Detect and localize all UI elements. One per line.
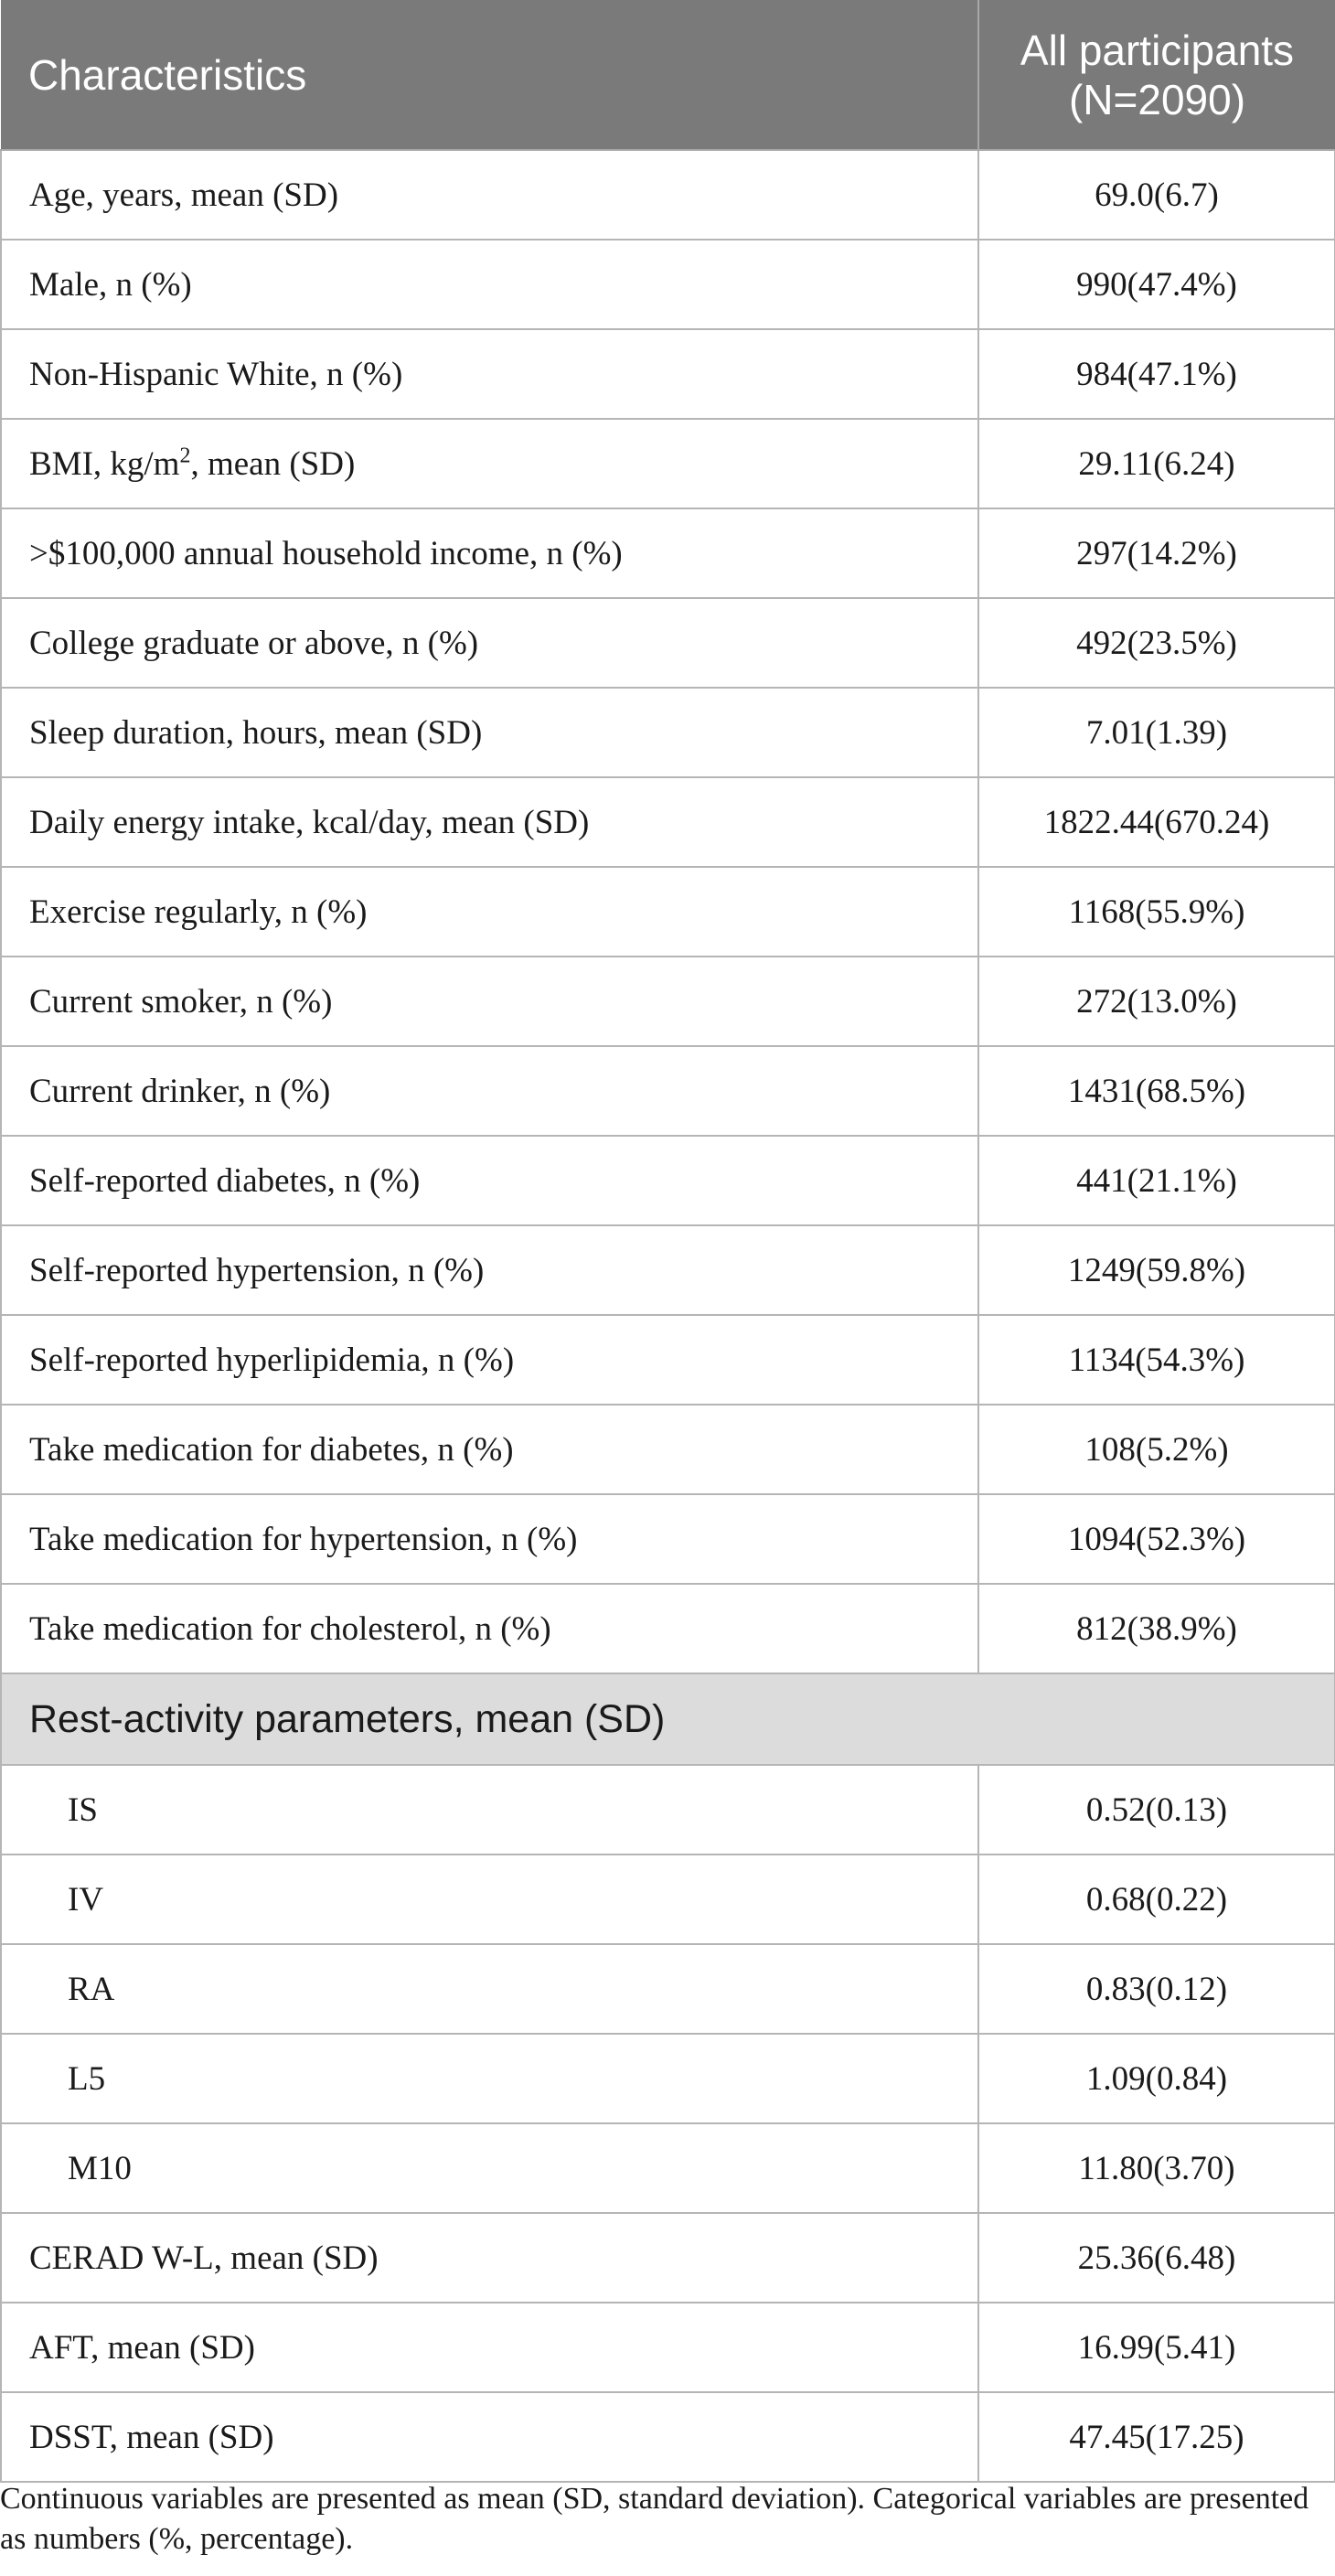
table-row: [1, 688, 1335, 777]
table-row: [1, 1584, 1335, 1673]
row-label: IV: [1, 1855, 978, 1944]
row-label: Take medication for cholesterol, n (%): [1, 1584, 978, 1673]
row-value: 1134(54.3%): [978, 1315, 1335, 1405]
table-row: [1, 957, 1335, 1046]
row-value: 69.0(6.7): [978, 150, 1335, 240]
bmi-label-superscript: 2: [179, 444, 191, 468]
row-value: 1822.44(670.24): [978, 777, 1335, 867]
table-row: [1, 1315, 1335, 1405]
table-row: [1, 1046, 1335, 1136]
table-row: [1, 1405, 1335, 1494]
row-label: Take medication for diabetes, n (%): [1, 1405, 978, 1494]
row-value: 1.09(0.84): [978, 2034, 1335, 2123]
table-row: [1, 2034, 1335, 2123]
row-label: Current drinker, n (%): [1, 1046, 978, 1136]
row-label: CERAD W-L, mean (SD): [1, 2213, 978, 2303]
section-heading: Rest-activity parameters, mean (SD): [1, 1673, 1335, 1765]
row-label: RA: [1, 1944, 978, 2034]
row-label: Current smoker, n (%): [1, 957, 978, 1046]
table-row: [1, 1765, 1335, 1855]
table-row: [1, 2213, 1335, 2303]
table-row: [1, 598, 1335, 688]
row-value: 990(47.4%): [978, 240, 1335, 329]
table-footnote: Continuous variables are presented as mean (SD, standard deviation). Categorical variables are presented as numbers (%, percentage).: [0, 2482, 1309, 2556]
row-value: 1249(59.8%): [978, 1225, 1335, 1315]
table-row: [1, 1855, 1335, 1944]
table-row: [1, 1225, 1335, 1315]
row-value: 47.45(17.25): [978, 2392, 1335, 2482]
header-all-participants: [978, 0, 1335, 150]
row-label: IS: [1, 1765, 978, 1855]
row-value: 16.99(5.41): [978, 2303, 1335, 2392]
table-row: [1, 867, 1335, 957]
bmi-label-post: , mean (SD): [190, 444, 356, 483]
table-row: [1, 777, 1335, 867]
row-label: M10: [1, 2123, 978, 2213]
row-label: Exercise regularly, n (%): [1, 867, 978, 957]
row-label: L5: [1, 2034, 978, 2123]
header-all-participants-line2: (N=2090): [1068, 75, 1246, 123]
row-value: 297(14.2%): [978, 508, 1335, 598]
row-value: 25.36(6.48): [978, 2213, 1335, 2303]
table-header: [1, 0, 1335, 150]
row-label: Male, n (%): [1, 240, 978, 329]
row-label: Non-Hispanic White, n (%): [1, 329, 978, 419]
table-row: [1, 1136, 1335, 1225]
header-row: [1, 0, 1335, 150]
table-row: [1, 419, 1335, 508]
table-row: [1, 150, 1335, 240]
table-row: [1, 1944, 1335, 2034]
row-label-bmi: [1, 419, 978, 508]
row-label: Self-reported diabetes, n (%): [1, 1136, 978, 1225]
row-label: AFT, mean (SD): [1, 2303, 978, 2392]
row-value: 108(5.2%): [978, 1405, 1335, 1494]
table-row: [1, 1494, 1335, 1584]
row-value: 29.11(6.24): [978, 419, 1335, 508]
table-row: [1, 2392, 1335, 2482]
row-label: College graduate or above, n (%): [1, 598, 978, 688]
row-label: >$100,000 annual household income, n (%): [1, 508, 978, 598]
row-value: 812(38.9%): [978, 1584, 1335, 1673]
row-value: 492(23.5%): [978, 598, 1335, 688]
row-value: 0.52(0.13): [978, 1765, 1335, 1855]
row-value: 1168(55.9%): [978, 867, 1335, 957]
table-body: [1, 150, 1335, 2482]
row-label: Self-reported hypertension, n (%): [1, 1225, 978, 1315]
table-row: [1, 329, 1335, 419]
row-value: 272(13.0%): [978, 957, 1335, 1046]
header-characteristics: Characteristics: [1, 0, 978, 150]
row-label: Daily energy intake, kcal/day, mean (SD): [1, 777, 978, 867]
row-value: 441(21.1%): [978, 1136, 1335, 1225]
row-label: Self-reported hyperlipidemia, n (%): [1, 1315, 978, 1405]
row-value: 0.83(0.12): [978, 1944, 1335, 2034]
row-label: Take medication for hypertension, n (%): [1, 1494, 978, 1584]
table-row: [1, 508, 1335, 598]
table-row: [1, 240, 1335, 329]
row-value: 1431(68.5%): [978, 1046, 1335, 1136]
row-value: 0.68(0.22): [978, 1855, 1335, 1944]
row-label: Age, years, mean (SD): [1, 150, 978, 240]
section-row-rest-activity: [1, 1673, 1335, 1765]
bmi-label-pre: BMI, kg/m: [29, 444, 180, 483]
row-label: DSST, mean (SD): [1, 2392, 978, 2482]
row-value: 7.01(1.39): [978, 688, 1335, 777]
table-row: [1, 2123, 1335, 2213]
row-label: Sleep duration, hours, mean (SD): [1, 688, 978, 777]
row-value: 11.80(3.70): [978, 2123, 1335, 2213]
row-value: 984(47.1%): [978, 329, 1335, 419]
header-all-participants-line1: All participants: [1020, 26, 1295, 74]
row-value: 1094(52.3%): [978, 1494, 1335, 1584]
table-row: [1, 2303, 1335, 2392]
